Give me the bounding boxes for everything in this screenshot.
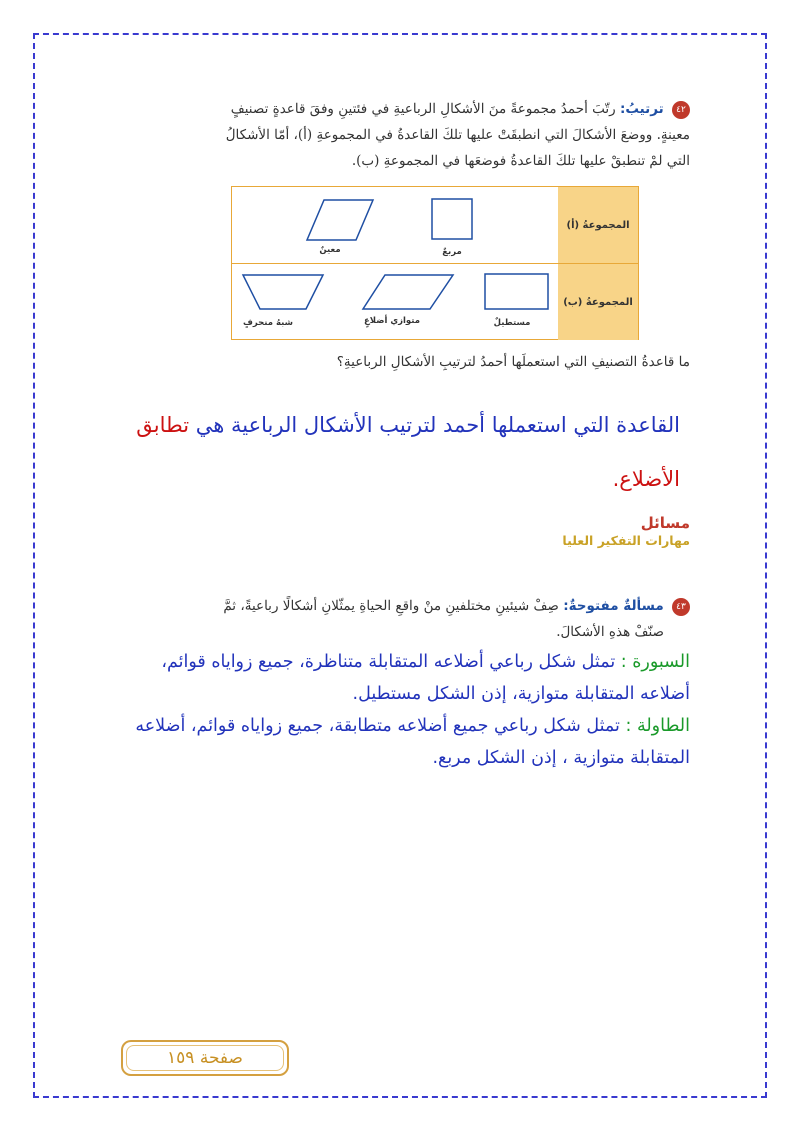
parallelogram-shape	[360, 272, 456, 312]
answer-43	[130, 646, 690, 774]
page-number-box	[121, 1040, 289, 1076]
group-b-label: المجموعةُ (ب)	[558, 264, 638, 340]
answer-42-text: القاعدة التي استعملها أحمد لترتيب الأشكال الرباعية هي	[195, 413, 680, 437]
rhombus-label: معينٌ	[319, 245, 341, 255]
problem-43-line-2: صنّفْ هذهِ الأشكالَ.	[556, 624, 664, 640]
group-a-label: المجموعةُ (أ)	[558, 187, 638, 263]
problem-42-question: ما قاعدةُ التصنيفِ التي استعملَها أحمدُ لترتيبِ الأشكالِ الرباعيةِ؟	[336, 354, 690, 370]
trapezoid-shape	[240, 272, 326, 312]
problem-keyword: مسألةٌ مفتوحةٌ:	[563, 598, 664, 614]
rhombus-shape	[304, 197, 376, 243]
problem-43-line-1	[130, 593, 690, 619]
problem-text: صِفْ شيئينِ مختلفينِ منْ واقعِ الحياةِ يمثّلانِ أشكالًا رباعيةً، ثمَّ	[223, 598, 559, 614]
parallelogram-label: متوازي أضلاعٍ	[363, 316, 421, 326]
answer-42-highlight: تطابق الأضلاع.	[136, 413, 680, 491]
page-number: صفحة ١٥٩	[167, 1048, 243, 1068]
classification-table	[231, 186, 639, 340]
problem-text: رتّبَ أحمدُ مجموعةً منَ الأشكالِ الرباعيةِ في فئتينِ وفقَ قاعدةٍ تصنيفٍ	[230, 101, 616, 117]
problem-43	[130, 593, 690, 645]
answer-item-text: تمثل شكل رباعي أضلاعه المتقابلة متناظرة، جميع زواياه قوائم، أضلاعه المتقابلة متوازية، إذن الشكل مستطيل.	[161, 652, 690, 704]
rectangle-label: مستطيلٌ	[493, 318, 531, 328]
problem-number-badge: ٤٣	[672, 598, 690, 616]
table-row-group-b	[232, 264, 638, 340]
answer-item-label: السبورة :	[620, 652, 690, 672]
answer-43-item-2	[130, 710, 690, 774]
problem-number-badge: ٤٢	[672, 101, 690, 119]
section-subtitle: مهارات التفكير العليا	[562, 533, 690, 548]
answer-43-item-1	[130, 646, 690, 710]
problem-keyword: ترتيبُ:	[619, 101, 664, 117]
answer-item-text: تمثل شكل رباعي جميع أضلاعه متطابقة، جميع زواياه قوائم، أضلاعه المتقابلة متوازية ، إذن الشكل مربع.	[135, 716, 690, 768]
problem-42-line-1	[130, 96, 690, 122]
answer-42	[120, 398, 680, 506]
trapezoid-label: شبهُ منحرفٍ	[243, 318, 293, 328]
square-shape	[430, 197, 476, 243]
problem-42	[130, 96, 690, 174]
answer-item-label: الطاولة :	[625, 716, 690, 736]
problem-42-line-3: التي لمْ تنطبقْ عليها تلكَ القاعدةُ فوضعَها في المجموعةِ (ب).	[351, 153, 690, 169]
square-label: مربعٌ	[442, 247, 462, 257]
rectangle-shape	[483, 272, 551, 312]
table-row-group-a	[232, 187, 638, 264]
section-title: مسائل	[640, 514, 690, 532]
problem-42-line-2: معينةٍ. ووضعَ الأشكالَ التي انطبقَتْ عليها تلكَ القاعدةُ في المجموعةِ (أ)، أمّا الأشكالُ	[225, 127, 690, 143]
